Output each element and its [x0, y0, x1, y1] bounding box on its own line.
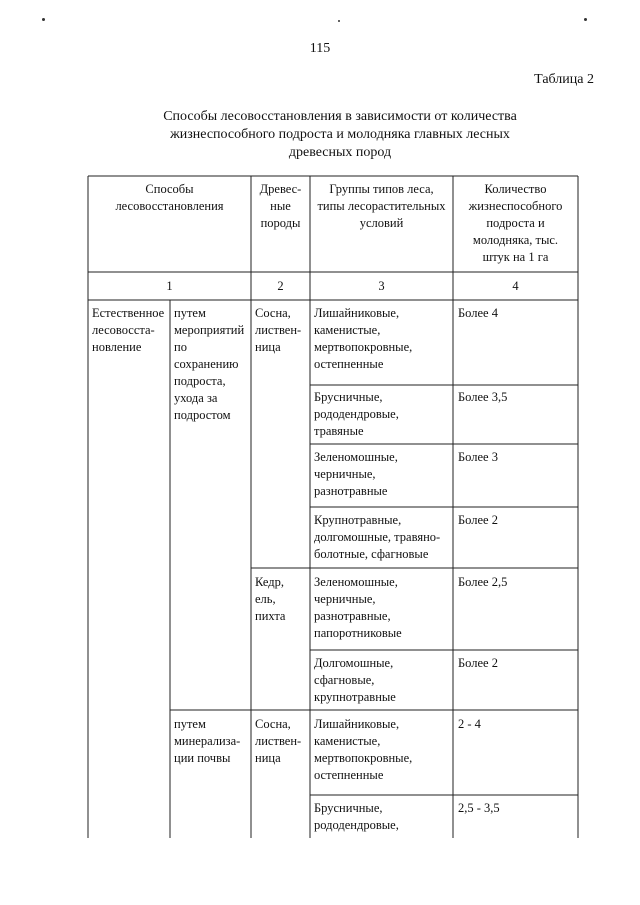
amount-cell: Более 4	[458, 306, 498, 320]
species-cell: Сосна, листвен- ница	[255, 717, 302, 765]
table-title-line: жизнеспособного подроста и молодняка главных лесных	[170, 127, 510, 142]
amount-cell: Более 3	[458, 450, 498, 464]
conditions-cell: Зеленомошные, черничные, разнотравные, папоротниковые	[314, 575, 402, 640]
amount-cell: Более 2	[458, 513, 498, 527]
column-number: 3	[378, 279, 385, 293]
conditions-cell: Зеленомошные, черничные, разнотравные	[314, 450, 398, 498]
header-forest-types: Группы типов леса, типы лесорастительных условий	[317, 182, 446, 230]
conditions-cell: Долгомошные, сфагновые, крупнотравные	[314, 656, 396, 704]
species-cell: Сосна, листвен- ница	[255, 306, 302, 354]
submethod-cell: путем минерализа- ции почвы	[174, 717, 241, 765]
table-title-line: Способы лесовосстановления в зависимости от количества	[163, 109, 517, 124]
column-number: 2	[277, 279, 284, 293]
amount-cell: 2,5 - 3,5	[458, 801, 500, 815]
species-cell: Кедр, ель, пихта	[255, 575, 286, 623]
amount-cell: 2 - 4	[458, 717, 481, 731]
method-cell: Естественное лесовосста- новление	[92, 306, 165, 354]
conditions-cell: Лишайниковые, каменистые, мертвопокровные, остепненные	[314, 717, 413, 782]
amount-cell: Более 2	[458, 656, 498, 670]
conditions-cell: Крупнотравные, долгомошные, травяно- болотные, сфагновые	[314, 513, 441, 561]
conditions-cell: Брусничные, рододендровые, травяные	[314, 390, 399, 438]
amount-cell: Более 2,5	[458, 575, 508, 589]
header-amount: Количество жизнеспособного подроста и молодняка, тыс. штук на 1 га	[468, 182, 563, 264]
header-methods: Способы лесовосстановления	[115, 182, 224, 213]
amount-cell: Более 3,5	[458, 390, 508, 404]
conditions-cell: Лишайниковые, каменистые, мертвопокровные, остепненные	[314, 306, 413, 371]
table-label: Таблица 2	[534, 72, 594, 87]
page-number: 115	[309, 41, 331, 56]
header-species: Древес- ные породы	[259, 182, 302, 230]
table-title-line: древесных пород	[288, 145, 392, 160]
column-number: 4	[512, 279, 519, 293]
conditions-cell: Брусничные, рододендровые,	[314, 801, 399, 832]
column-number: 1	[166, 279, 173, 293]
submethod-cell: путем мероприятий по сохранению подроста, ухода за подростом	[174, 306, 245, 422]
